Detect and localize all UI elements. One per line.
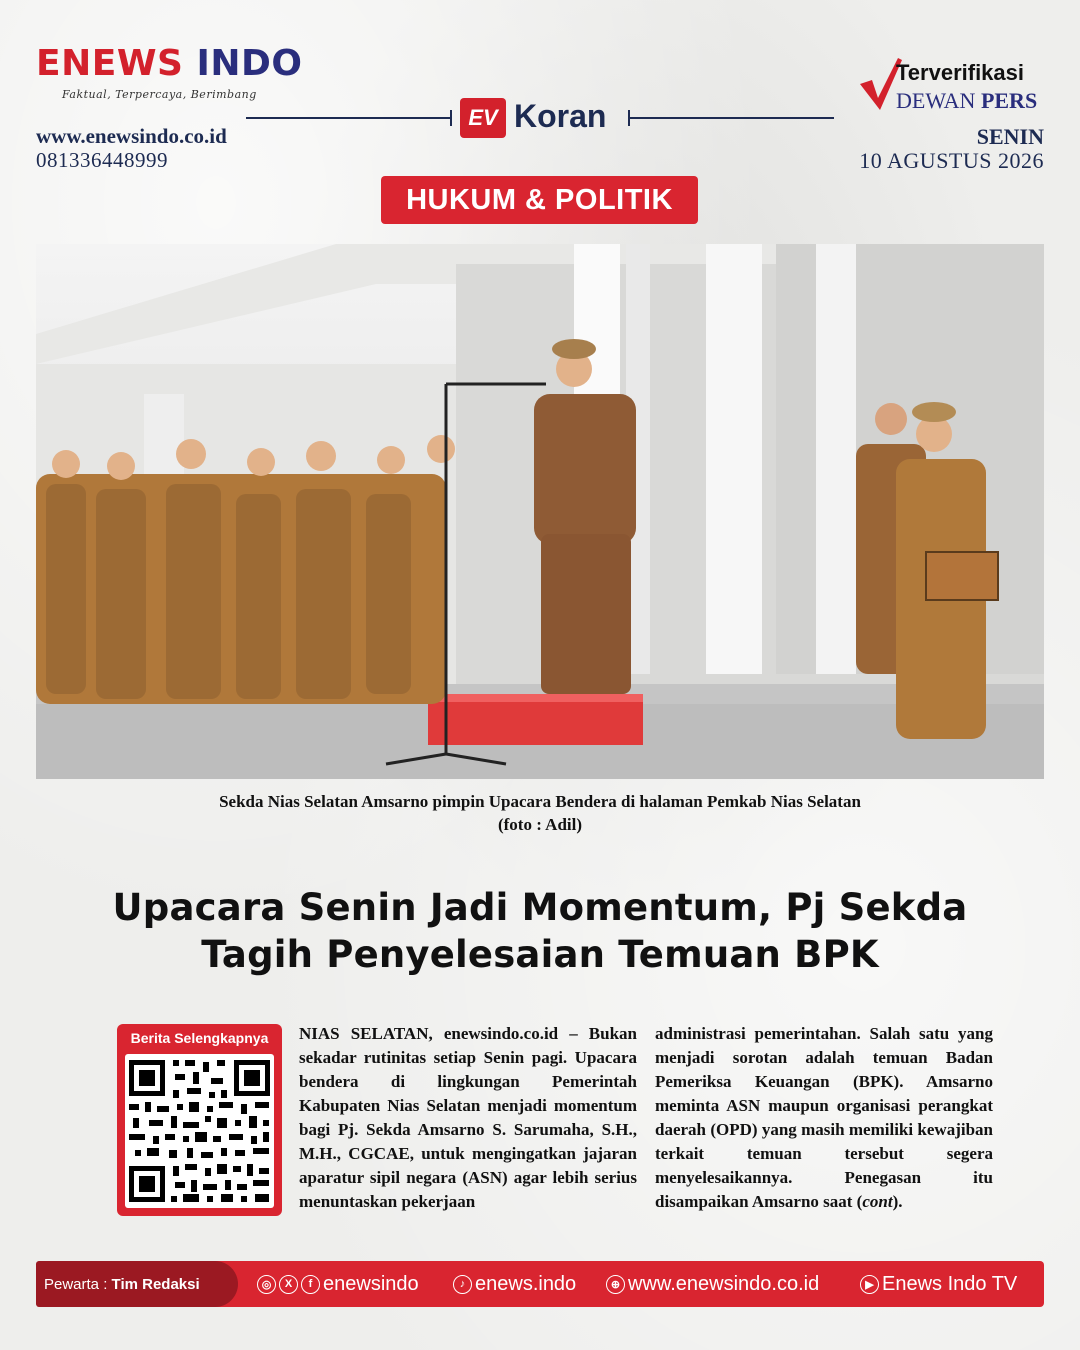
youtube-icon: ▶ xyxy=(860,1275,879,1294)
globe-icon: ⊕ xyxy=(606,1275,625,1294)
logo-part2: INDO xyxy=(196,43,303,84)
divider-right xyxy=(628,117,834,119)
x-icon: X xyxy=(279,1275,298,1294)
website-link[interactable] xyxy=(606,1261,819,1307)
social-links[interactable] xyxy=(257,1261,419,1307)
tiktok-handle: enews.indo xyxy=(475,1272,577,1295)
tagline: Faktual, Terpercaya, Berimbang xyxy=(62,88,257,101)
logo xyxy=(36,43,303,84)
youtube-channel: Enews Indo TV xyxy=(882,1272,1018,1295)
day-label: SENIN xyxy=(976,124,1044,149)
date-label: 10 AGUSTUS 2026 xyxy=(859,148,1044,173)
website: www.enewsindo.co.id xyxy=(36,124,227,148)
social-handle: enewsindo xyxy=(323,1272,419,1295)
headline xyxy=(36,884,1044,978)
headline-line1: Upacara Senin Jadi Momentum, Pj Sekda xyxy=(112,886,968,929)
category-badge: HUKUM & POLITIK xyxy=(381,176,698,224)
qr-code[interactable] xyxy=(125,1054,274,1208)
article-column-2: administrasi pemerintahan. Salah satu yang menjadi sorotan adalah temuan Badan Pemeriksa Keuangan (BPK). Amsarno meminta ASN maupun organisasi perangkat daerah (OPD) yang masih memiliki kewajiban terkait temuan tersebut segera menyelesaikannya. Penegasan itu disampaikan Amsarno saat (cont). xyxy=(655,1024,993,1211)
edition-label: Koran xyxy=(514,98,607,134)
headline-line2: Tagih Penyelesaian Temuan BPK xyxy=(201,933,879,976)
divider-left xyxy=(246,117,452,119)
caption-text: Sekda Nias Selatan Amsarno pimpin Upacara Bendera di halaman Pemkab Nias Selatan xyxy=(219,792,861,811)
tiktok-link[interactable] xyxy=(453,1261,576,1307)
article-column-1: NIAS SELATAN, enewsindo.co.id – Bukan sekadar rutinitas setiap Senin pagi. Upacara bendera di lingkungan Pemerintah Kabupaten Nias Selatan menjadi momentum bagi Pj. Sekda Amsarno S. Sarumaha, S.H., M.H., CGCAE, untuk mengingatkan jajaran aparatur sipil negara (ASN) agar lebih serius menuntaskan pekerjaan xyxy=(299,1024,637,1211)
news-photo xyxy=(36,244,1044,779)
logo-part1: ENEWS xyxy=(36,43,184,84)
qr-code-icon xyxy=(125,1054,274,1208)
photo-credit: (foto : Adil) xyxy=(497,815,583,834)
facebook-icon: f xyxy=(301,1275,320,1294)
author-name: Tim Redaksi xyxy=(111,1275,200,1293)
tiktok-icon: ♪ xyxy=(453,1275,472,1294)
press-council-label: DEWAN PERS xyxy=(896,88,1038,113)
instagram-icon: ◎ xyxy=(257,1275,276,1294)
author-badge xyxy=(36,1261,238,1307)
author-label: Pewarta : xyxy=(44,1275,108,1293)
qr-title: Berita Selengkapnya xyxy=(130,1030,269,1046)
photo-caption xyxy=(36,790,1044,836)
youtube-link[interactable] xyxy=(860,1261,1017,1307)
footer-website: www.enewsindo.co.id xyxy=(628,1272,820,1295)
phone: 081336448999 xyxy=(36,148,168,172)
ev-logo-icon: EV xyxy=(460,98,506,138)
verified-label: Terverifikasi xyxy=(896,60,1025,85)
